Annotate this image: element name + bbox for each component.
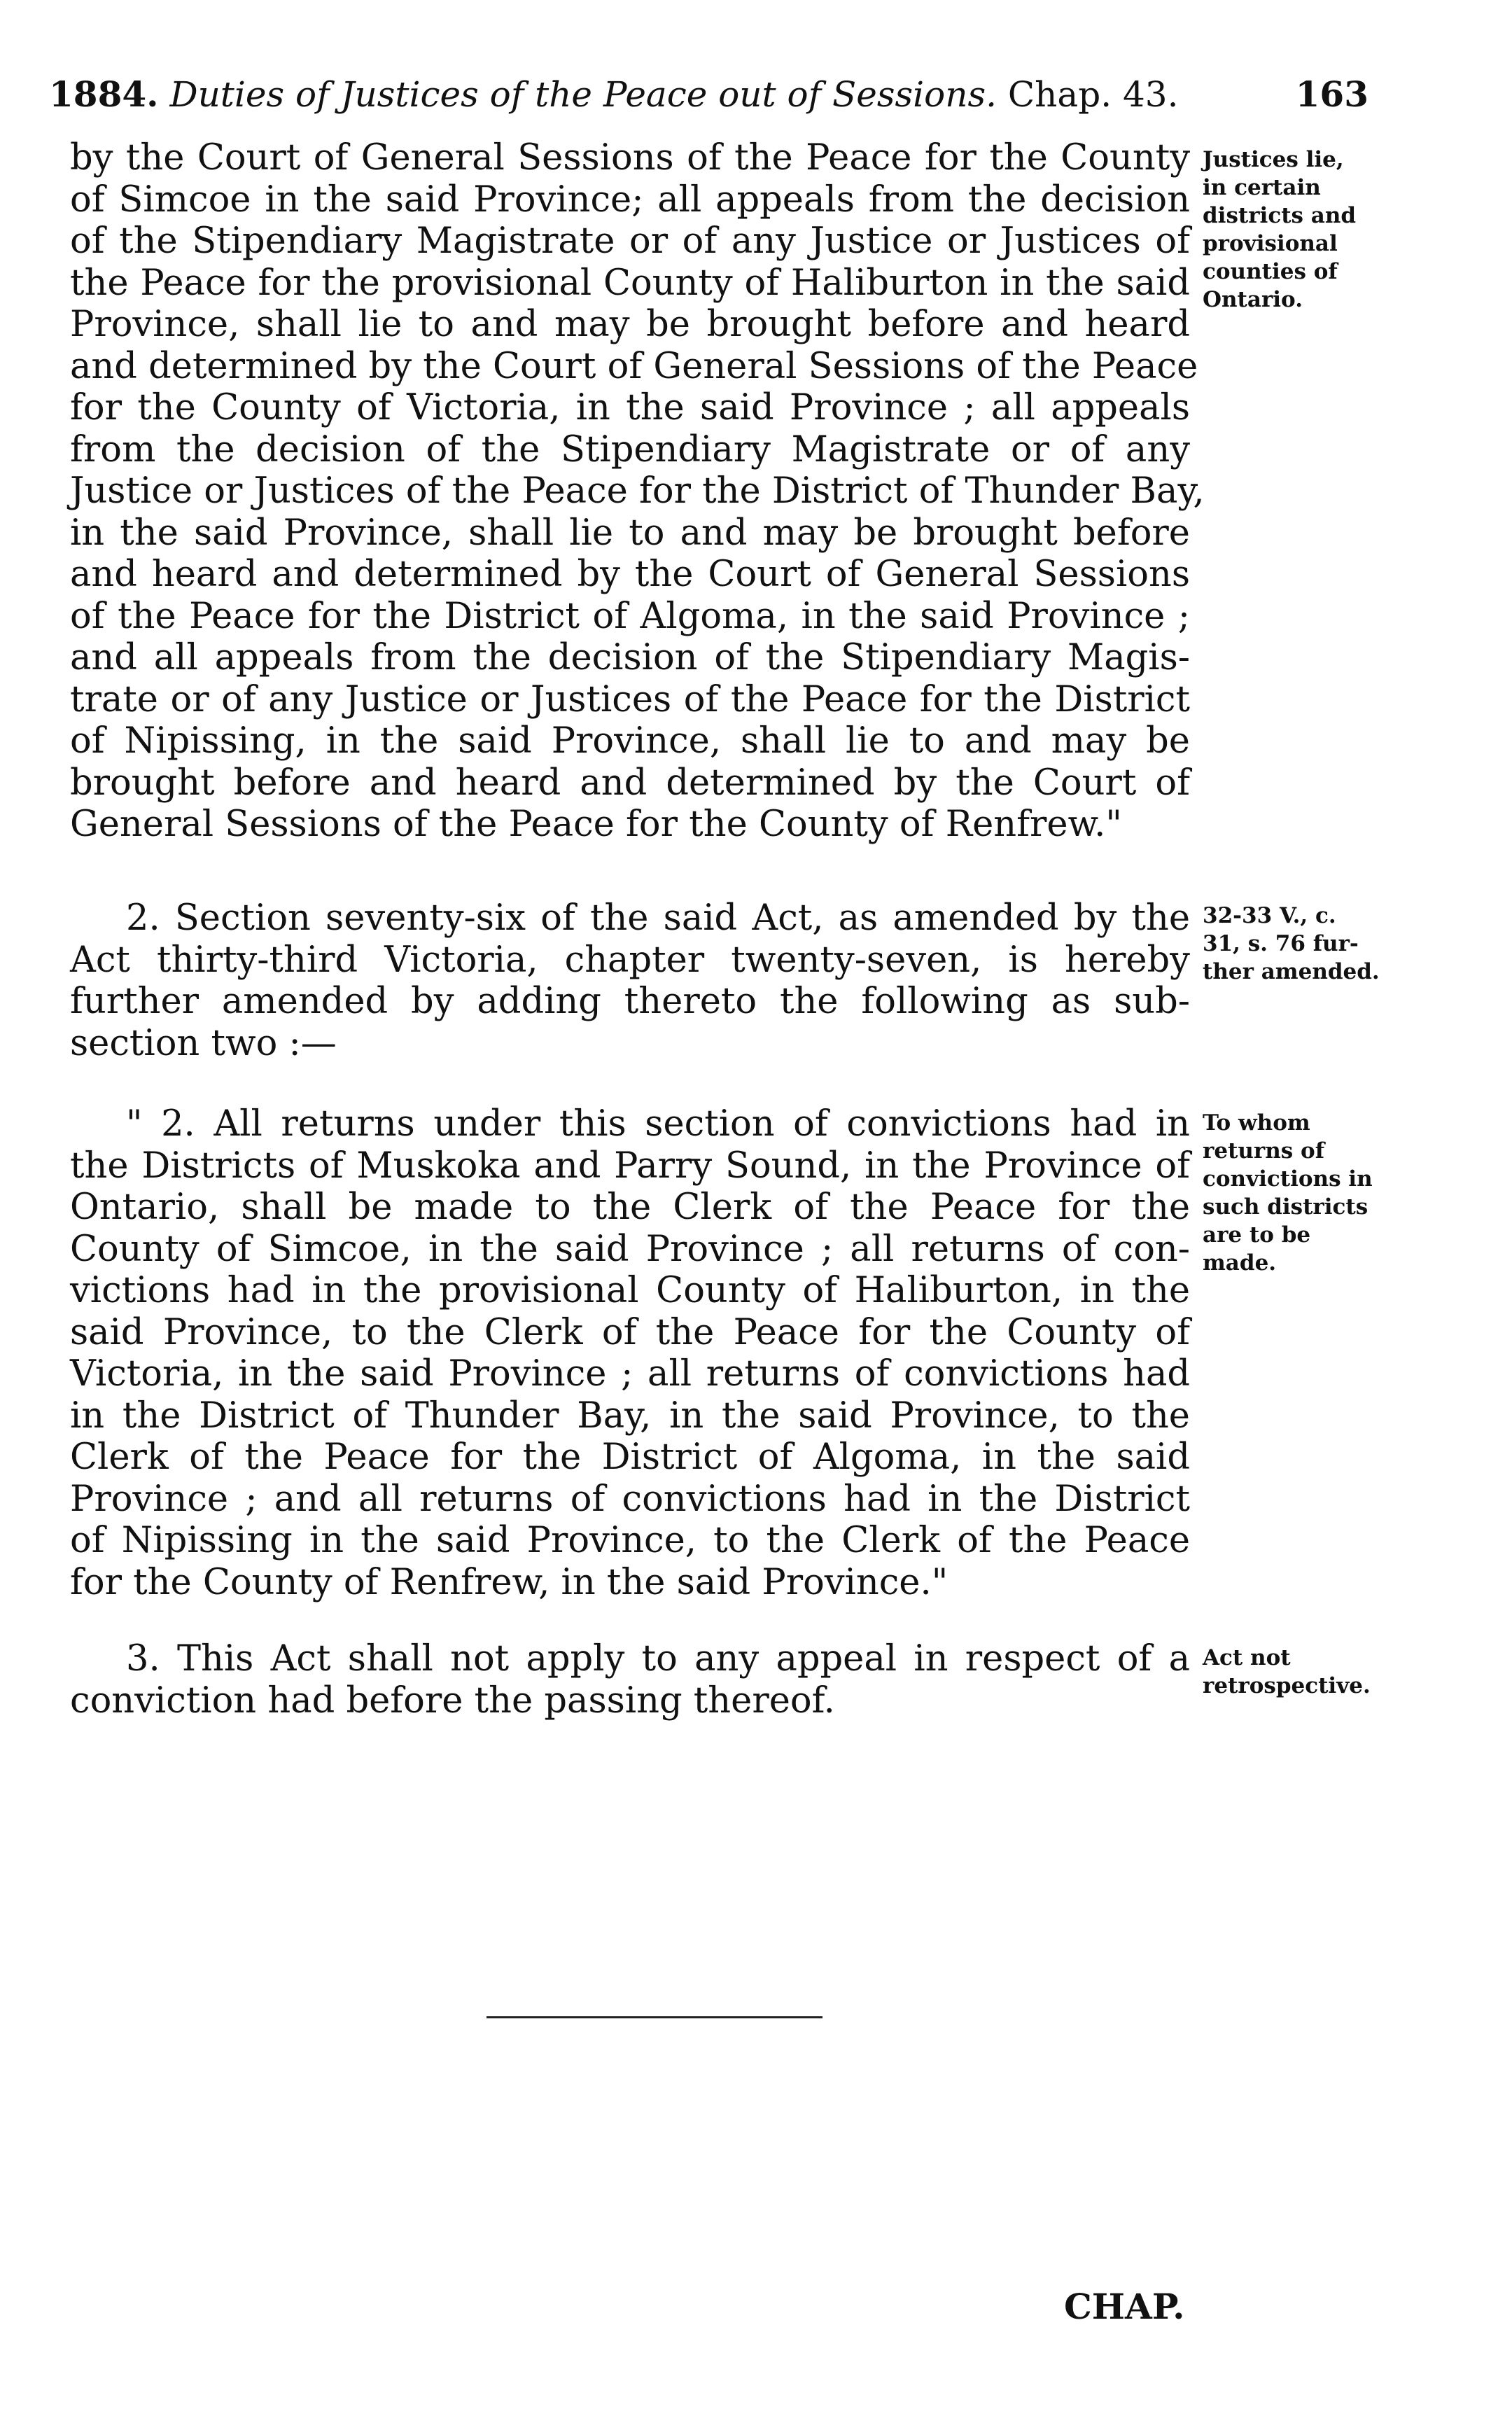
text-line: in the District of Thunder Bay, in the said Province, to the [70, 1395, 1190, 1437]
text-line: the Districts of Muskoka and Parry Sound, in the Province of [70, 1145, 1190, 1187]
text-line: and determined by the Court of General Sessions of the Peace [70, 345, 1198, 387]
text-line: conviction had before the passing thereof. [70, 1680, 835, 1722]
text-line: Province, shall lie to and may be brought before and heard [70, 304, 1190, 345]
margin-note-line: in certain [1203, 175, 1321, 200]
paragraph-section-3 [70, 1638, 1190, 1722]
text-line: " 2. All returns under this section of convictions had in [126, 1103, 1190, 1145]
text-line: of Nipissing, in the said Province, shall lie to and may be [70, 720, 1190, 762]
paragraph-continuation [70, 137, 1205, 846]
text-line: of Nipissing in the said Province, to the Clerk of the Peace [70, 1520, 1190, 1561]
paragraph-section-2 [70, 898, 1190, 1064]
text-line: from the decision of the Stipendiary Magistrate or of any [70, 428, 1190, 470]
margin-note-line: districts and [1203, 203, 1357, 228]
text-line: Clerk of the Peace for the District of Algoma, in the said [70, 1437, 1190, 1478]
catchword: CHAP. [1064, 2286, 1185, 2327]
text-line: of the Peace for the District of Algoma, in the said Province ; [70, 595, 1190, 637]
margin-note-line: such districts [1203, 1194, 1368, 1220]
margin-note-line: ther amended. [1203, 959, 1380, 984]
text-line: victions had in the provisional County of Haliburton, in the [70, 1270, 1190, 1311]
margin-note-line: provisional [1203, 231, 1338, 256]
text-line: of the Stipendiary Magistrate or of any Justice or Justices of [70, 221, 1190, 262]
text-line: and heard and determined by the Court of General Sessions [70, 554, 1190, 595]
text-line: Act thirty-third Victoria, chapter twenty-seven, is hereby [70, 939, 1190, 981]
text-line: for the County of Victoria, in the said Province ; all appeals [70, 387, 1190, 428]
margin-note-line: To whom [1203, 1110, 1310, 1136]
text-line: Victoria, in the said Province ; all returns of convictions had [70, 1353, 1190, 1395]
margin-note-line: Act not [1203, 1645, 1291, 1670]
header-chapter: Chap. 43. [1007, 74, 1179, 115]
margin-note-line: returns of [1203, 1138, 1325, 1164]
text-line: 2. Section seventy-six of the said Act, as amended by the [126, 898, 1190, 939]
text-line: and all appeals from the decision of the Stipendiary Magis- [70, 637, 1190, 678]
margin-note-line: Ontario. [1203, 287, 1303, 312]
text-line: the Peace for the provisional County of Haliburton in the said [70, 262, 1190, 304]
paragraph-subsection-2 [70, 1103, 1190, 1603]
header-title-line [49, 74, 1179, 115]
section-divider-rule [486, 2016, 822, 2018]
margin-note-line: retrospective. [1203, 1673, 1371, 1698]
text-line: in the said Province, shall lie to and may be brought before [70, 512, 1190, 554]
margin-note-justices [1203, 146, 1455, 314]
margin-note-line: 32-33 V., c. [1203, 903, 1336, 928]
margin-note-line: 31, s. 76 fur- [1203, 931, 1359, 956]
text-line: by the Court of General Sessions of the Peace for the County [70, 137, 1190, 179]
text-line: for the County of Renfrew, in the said Province." [70, 1561, 948, 1603]
header-year: 1884. [49, 74, 159, 115]
margin-note-line: convictions in [1203, 1166, 1373, 1192]
text-line: General Sessions of the Peace for the County of Renfrew." [70, 804, 1122, 845]
text-line: Province ; and all returns of convictions had in the District [70, 1478, 1190, 1520]
text-line: Ontario, shall be made to the Clerk of the Peace for the [70, 1187, 1190, 1228]
text-line: 3. This Act shall not apply to any appeal in respect of a [126, 1638, 1190, 1680]
text-line: said Province, to the Clerk of the Peace for the County of [70, 1311, 1190, 1353]
margin-note-line: counties of [1203, 259, 1338, 284]
header-title: Duties of Justices of the Peace out of Sessions. [169, 74, 997, 115]
text-line: further amended by adding thereto the following as sub- [70, 981, 1190, 1022]
margin-note-line: Justices lie, [1203, 147, 1344, 172]
text-line: section two :— [70, 1022, 337, 1064]
margin-note-line: are to be [1203, 1222, 1311, 1248]
text-line: trate or of any Justice or Justices of the Peace for the District [70, 678, 1190, 720]
margin-note-amended [1203, 902, 1455, 986]
text-line: County of Simcoe, in the said Province ; all returns of con- [70, 1228, 1190, 1270]
text-line: brought before and heard and determined by the Court of [70, 762, 1190, 804]
page-number: 163 [1295, 74, 1368, 115]
margin-note-retrospective [1203, 1644, 1455, 1700]
text-line: of Simcoe in the said Province; all appeals from the decision [70, 179, 1190, 221]
margin-note-returns [1203, 1109, 1455, 1277]
margin-note-line: made. [1203, 1250, 1277, 1276]
text-line: Justice or Justices of the Peace for the District of Thunder Bay, [70, 470, 1205, 512]
